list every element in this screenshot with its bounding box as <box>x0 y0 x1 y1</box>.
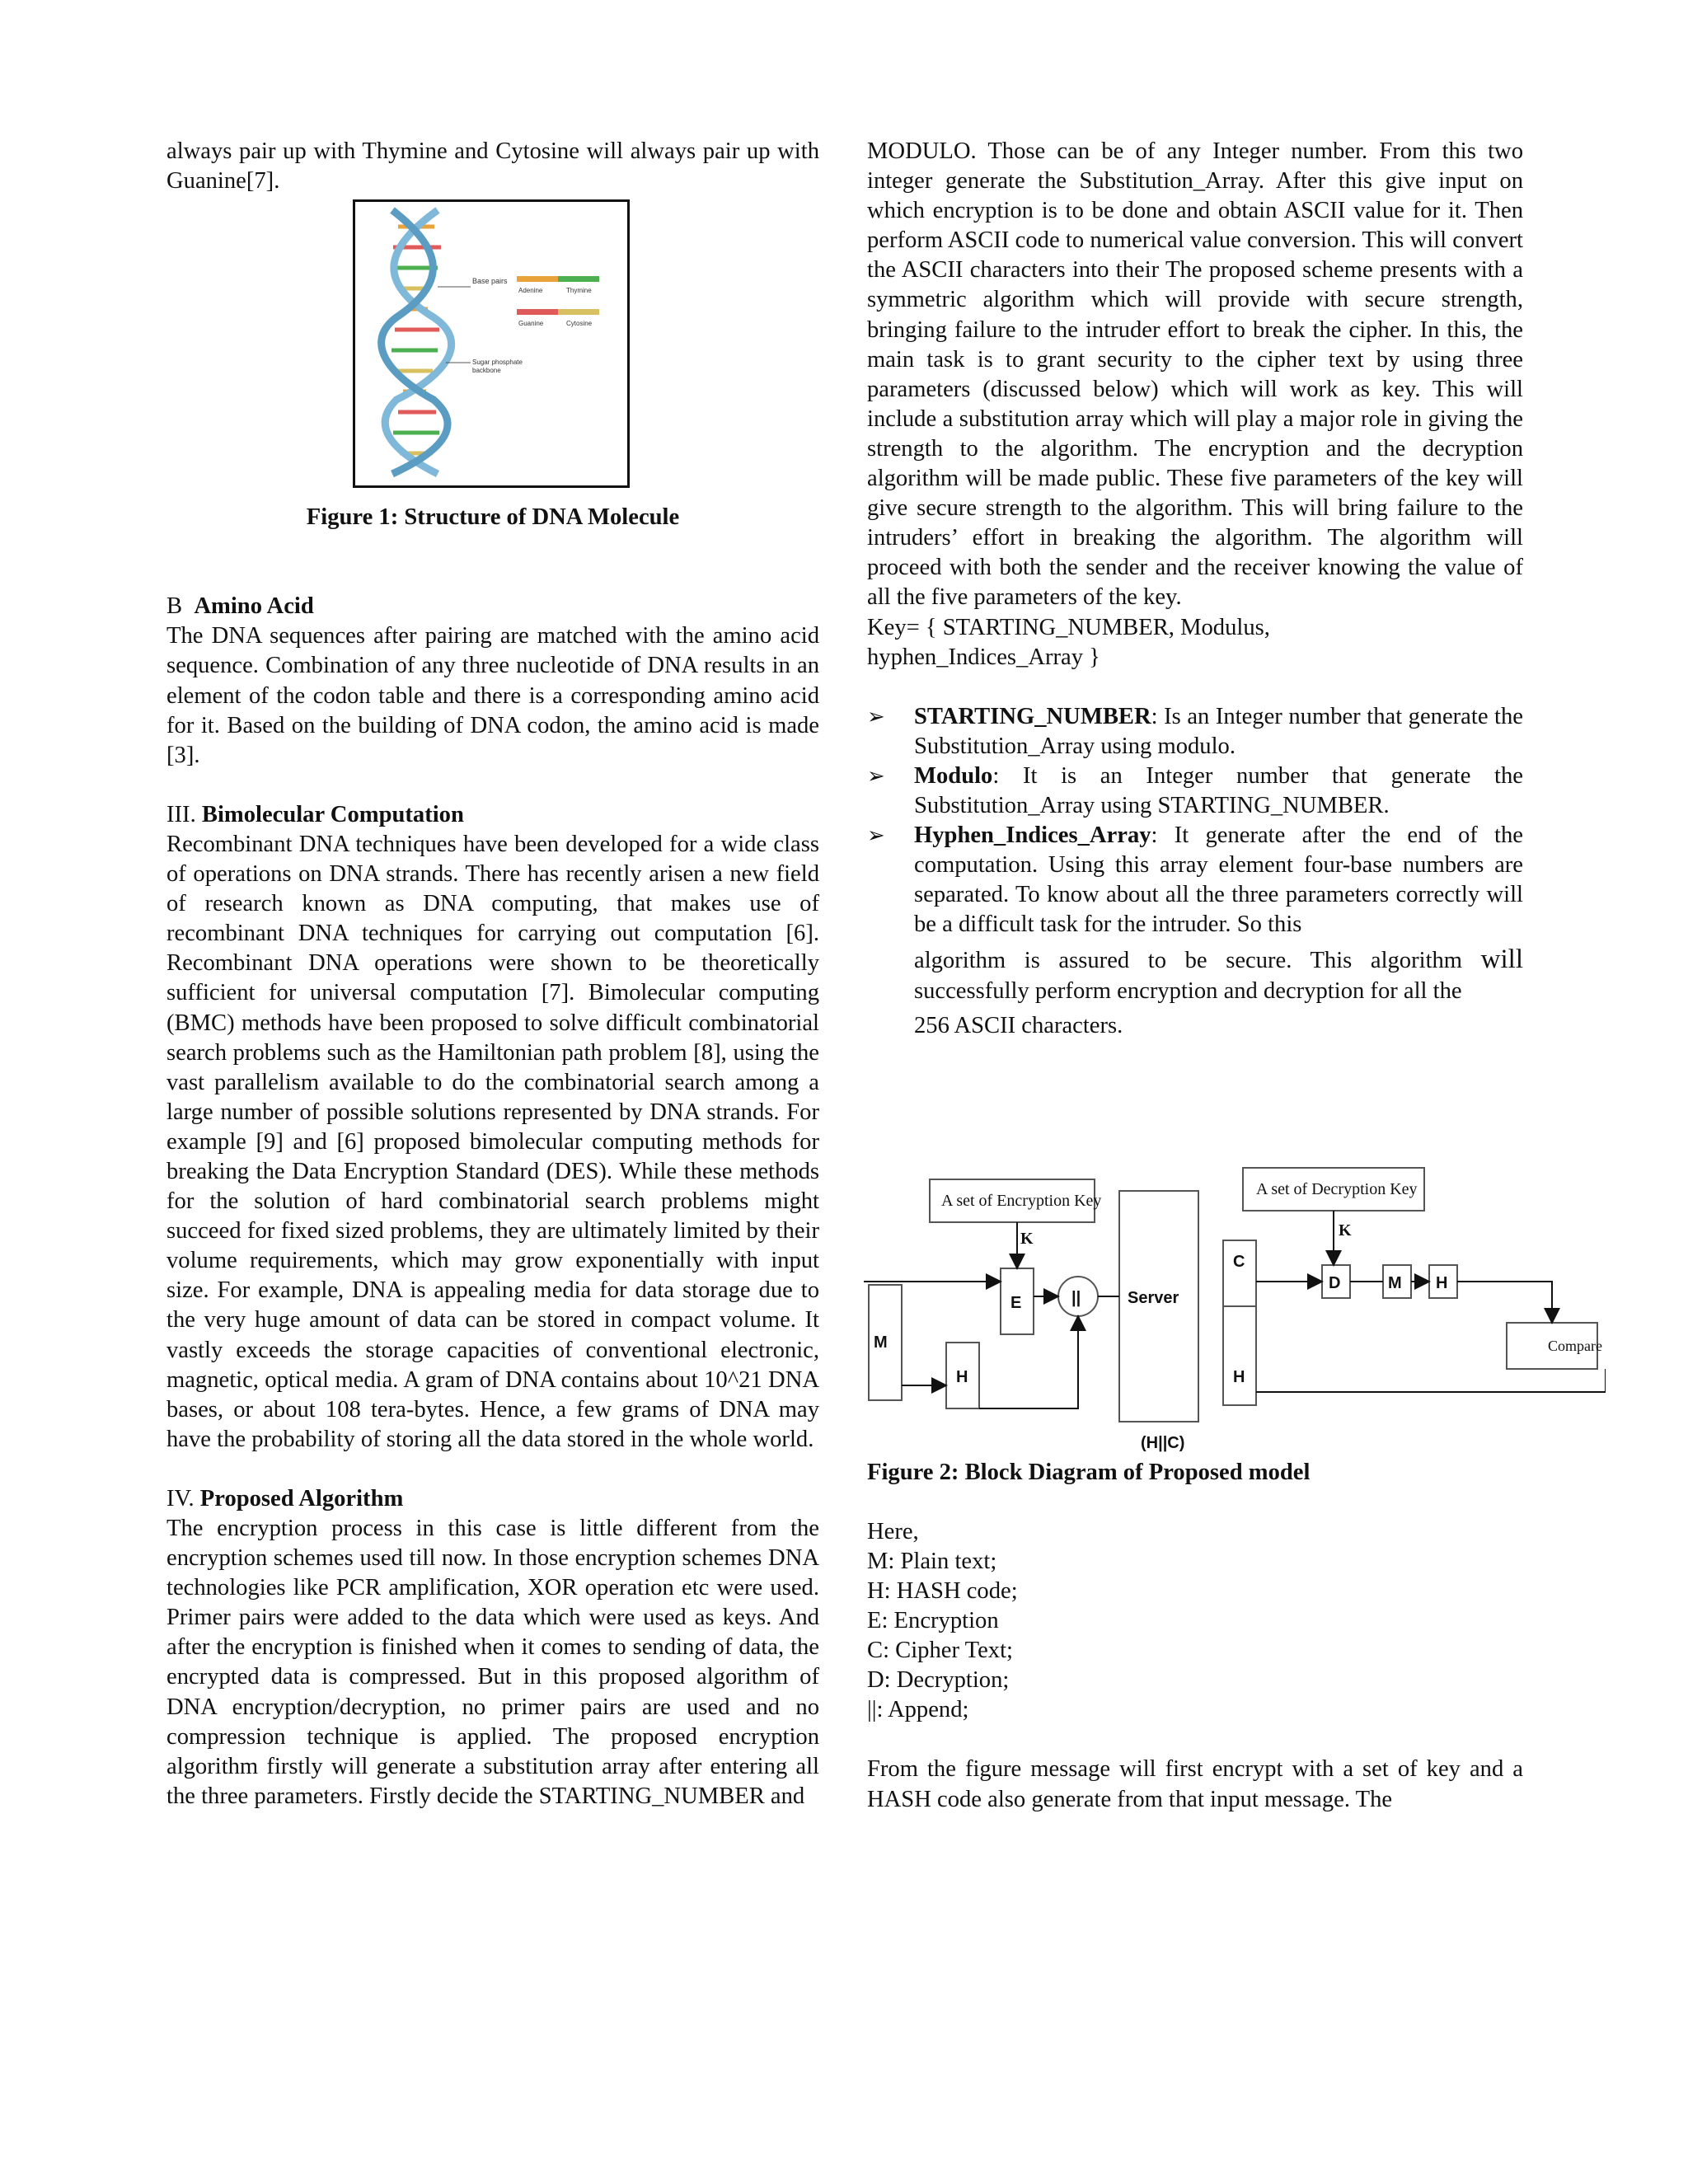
section-4-number: IV. <box>166 1485 195 1511</box>
cytosine-bar <box>558 309 599 315</box>
m-label-receiver: M <box>1388 1273 1402 1292</box>
compare-label: Compare <box>1548 1337 1602 1354</box>
right-para-1: MODULO. Those can be of any Integer number. From this two integer generate the Substitution_Array. After this give input on which encryption is to be done and obtain ASCII value for it. Then perform ASCII code to numerical value conversion. This will convert the ASCII characters into their The proposed scheme presents with a symmetric algorithm which will provide with secure strength, bringing failure to the intruder effort to break the cipher. In this, the main task is to grant security to the cipher text by using three parameters (discussed below) which will work as key. This will include a substitution array which will play a major role in giving the strength to the algorithm. The encryption and the decryption algorithm will be made public. These five parameters of the key will give secure strength to the algorithm. This will bring failure to the intruders’ effort in breaking the algorithm. The algorithm will proceed with both the sender and the receiver knowing the value of all the five parameters of the key. <box>867 138 1523 611</box>
label-sugar-phosphate: Sugar phosphate <box>472 359 523 367</box>
d-label: D <box>1329 1273 1341 1292</box>
list-item-hyphen-indices <box>867 821 1523 1041</box>
figure-2-block-diagram <box>864 1161 1606 1474</box>
encryption-key-label: A set of Encryption Key <box>941 1191 1102 1210</box>
arrow-bullet-icon: ➢ <box>867 704 885 729</box>
legend-item: Here, <box>867 1518 919 1544</box>
decryption-key-label: A set of Decryption Key <box>1256 1179 1418 1198</box>
section-b-body: The DNA sequences after pairing are matched with the amino acid sequence. Combination of any three nucleotide of DNA results in an element of the codon table and there is a corresponding amino acid for it. Based on the building of DNA codon, the amino acid is made [3]. <box>166 623 819 768</box>
adenine-bar <box>517 276 558 282</box>
term-hyphen-indices: Hyphen_Indices_Array <box>914 823 1151 849</box>
intro-paragraph: always pair up with Thymine and Cytosine will always pair up with Guanine[7]. <box>166 138 819 194</box>
right-column <box>867 137 1602 1815</box>
section-3-number: III. <box>166 801 196 827</box>
arrow-bullet-icon: ➢ <box>867 823 885 849</box>
label-backbone: backbone <box>472 367 501 375</box>
desc-hyphen-indices-tail <box>914 944 1523 1005</box>
closing-paragraph: From the figure message will first encrypt with a set of key and a HASH code also generate from that input message. The <box>867 1756 1523 1812</box>
m-label: M <box>874 1333 888 1352</box>
label-guanine: Guanine <box>518 320 544 328</box>
left-column <box>166 137 819 1811</box>
h-label-final: H <box>1436 1273 1448 1292</box>
append-label: || <box>1071 1288 1081 1307</box>
section-3-body: Recombinant DNA techniques have been developed for a wide class of operations on DNA strands. There has recently arisen a new field of research known as DNA computing, that makes use of recombinant DNA techniques for carrying out computation [6]. Recombinant DNA operations were shown to be theoretically sufficient for universal computation [7]. Bimolecular computing (BMC) methods have been proposed to solve difficult combinatorial search problems such as the Hamiltonian path problem [8], using the vast parallelism available to do the combinatorial search among a large number of possible solutions represented by DNA strands. For example [9] and [6] proposed bimolecular computing methods for breaking the Data Encryption Standard (DES). While these methods for the solution of hard combinatorial search problems might succeed for fixed sized problems, they are ultimately limited by their volume requirements, which may grow exponentially with input size. For example, DNA is appealing media for data storage due to the very huge amount of data can be stored in compact volume. It vastly exceeds the storage capacities of conventional electronic, magnetic, optical media. A gram of DNA contains about 10^21 DNA bases, or about 108 tera-bytes. Hence, a few grams of DNA may have the probability of storing all the data stored in the whole world. <box>166 831 819 1452</box>
label-thymine: Thymine <box>566 287 592 295</box>
key-definition-line-1: Key= { STARTING_NUMBER, Modulus, <box>867 614 1270 640</box>
guanine-bar <box>517 309 558 315</box>
figure-1-dna-structure <box>353 199 630 488</box>
section-3-title: Bimolecular Computation <box>201 801 464 827</box>
label-base-pairs: Base pairs <box>472 277 508 286</box>
desc-tail-big: will <box>1480 944 1523 975</box>
figure-1-caption: Figure 1: Structure of DNA Molecule <box>306 504 680 531</box>
list-item-starting-number <box>867 702 1523 762</box>
h-label-sender: H <box>956 1367 968 1386</box>
desc-tail-a: algorithm is assured to be secure. This algorithm <box>914 948 1481 974</box>
section-3-heading <box>166 800 819 830</box>
desc-hyphen-indices-end: 256 ASCII characters. <box>914 1012 1123 1038</box>
key-definition-line-2: hyphen_Indices_Array } <box>867 644 1100 670</box>
block-diagram-svg <box>864 1161 1606 1474</box>
term-modulo: Modulo <box>914 762 993 789</box>
label-cytosine: Cytosine <box>566 320 593 328</box>
arrow-bullet-icon: ➢ <box>867 763 885 789</box>
parameter-list <box>867 702 1523 1041</box>
thymine-bar <box>558 276 599 282</box>
desc-modulo: : It is an Integer number that generate the Substitution_Array using STARTING_NUMBER. <box>914 762 1523 818</box>
server-label: Server <box>1128 1288 1179 1307</box>
desc-hyphen-indices: : It generate after the end of the computation. Using this array element four-base numbers are separated. To know about all the three parameters correctly will be a difficult task for the intruder. So this <box>914 823 1523 938</box>
e-label: E <box>1010 1293 1022 1312</box>
label-adenine: Adenine <box>518 287 543 295</box>
legend-item: C: Cipher Text; <box>867 1638 1013 1664</box>
k-label-enc: K <box>1020 1229 1034 1248</box>
legend-item: D: Decryption; <box>867 1667 1010 1694</box>
c-label: C <box>1233 1252 1245 1271</box>
section-b-number: B <box>166 593 183 620</box>
figure-2-caption: Figure 2: Block Diagram of Proposed model <box>867 1459 1311 1485</box>
section-4-title: Proposed Algorithm <box>199 1485 404 1511</box>
legend-item: E: Encryption <box>867 1608 999 1634</box>
section-b-heading <box>166 592 819 621</box>
section-b-title: Amino Acid <box>194 593 314 620</box>
desc-starting-number: : Is an Integer number that generate the Substitution_Array using modulo. <box>914 703 1523 759</box>
h-append-c-label: (H||C) <box>1141 1433 1185 1452</box>
section-4-heading <box>166 1484 819 1514</box>
section-4-body: The encryption process in this case is little different from the encryption schemes used till now. In those encryption schemes DNA technologies like PCR amplification, XOR operation etc were used. Primer pairs were added to the data which were used as keys. And after the encryption is finished when it comes to sending of data, the encrypted data is compressed. But in this proposed algorithm of DNA encryption/decryption, no primer pairs are used and no compression technique is applied. The proposed encryption algorithm firstly will generate a substitution array after entering all the three parameters. Firstly decide the STARTING_NUMBER and <box>166 1516 819 1809</box>
desc-tail-b: successfully perform encryption and decryption for all the <box>914 977 1462 1004</box>
h-box-receiver <box>1223 1306 1256 1405</box>
legend-item: H: HASH code; <box>867 1578 1018 1604</box>
figure-2-legend <box>867 1517 1523 1726</box>
c-box <box>1223 1240 1256 1306</box>
legend-item: ||: Append; <box>867 1697 969 1723</box>
h-label-receiver: H <box>1233 1367 1245 1386</box>
dna-helix-illustration <box>355 202 627 485</box>
list-item-modulo <box>867 762 1523 821</box>
k-label-dec: K <box>1339 1221 1352 1240</box>
term-starting-number: STARTING_NUMBER <box>914 703 1151 729</box>
legend-item: M: Plain text; <box>867 1548 997 1574</box>
